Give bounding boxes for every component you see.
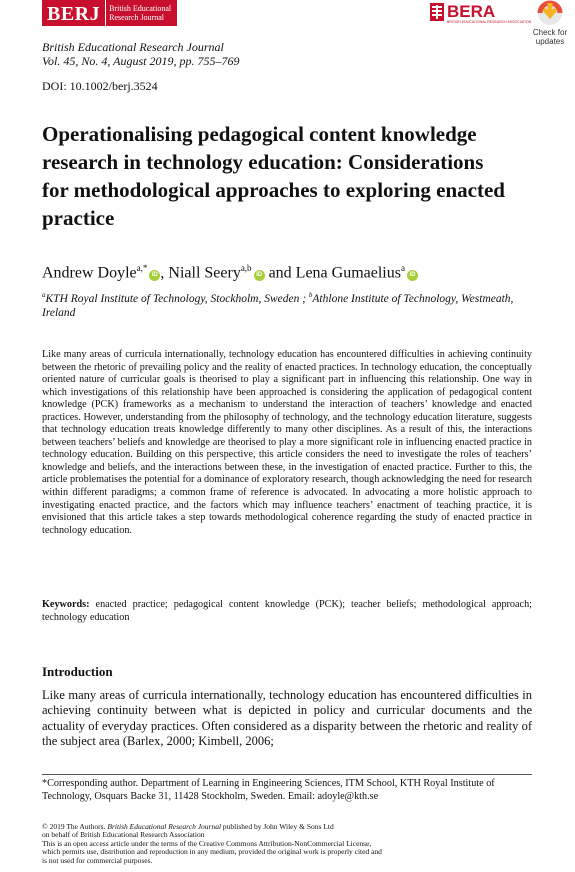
bera-emblem-icon [430, 3, 444, 21]
orcid-icon[interactable]: iD [407, 270, 418, 281]
journal-name: British Educational Research Journal [42, 40, 224, 54]
author-separator: , [160, 264, 169, 282]
orcid-icon[interactable]: iD [149, 270, 160, 281]
author-list [42, 263, 418, 282]
author-affiliations [42, 288, 522, 320]
article-title: Operationalising pedagogical content knowledge research in technology education: Considerations for methodological approaches to exploring enacted practice [42, 122, 505, 230]
bera-logo-subtitle: BRITISH EDUCATIONAL RESEARCH ASSOCIATION [447, 20, 532, 24]
author-separator: and [264, 264, 296, 282]
berj-logo [42, 0, 177, 26]
affiliation-marker: b [308, 291, 313, 299]
affiliation-marker: a [42, 291, 46, 299]
doi[interactable]: DOI: 10.1002/berj.3524 [42, 79, 158, 93]
section-heading: Introduction [42, 664, 113, 679]
footnote-divider [42, 774, 532, 775]
volume-issue-pages: Vol. 45, No. 4, August 2019, pp. 755–769 [42, 54, 240, 68]
affiliation-marker: a,b [240, 263, 252, 273]
copyright-notice: © 2019 The Authors. British Educational Research Journal published by John Wiley & Sons Ltd on behalf of British Educational Research Association This is an open access article under the terms of the Creative Commons Attribution-NonCommercial License, which permits use, distribution and reproduction in any medium, provided the original work is properly cited and is not used for commercial purposes. [42, 822, 382, 865]
affiliation-marker: a [400, 263, 405, 273]
bera-logo [430, 3, 531, 24]
keywords [42, 599, 532, 624]
keywords-text: enacted practice; pedagogical content knowledge (PCK); teacher beliefs; methodological approach; technology education [42, 599, 532, 623]
author-name[interactable]: Niall Seery [168, 264, 241, 282]
berj-logo-journal-name: British Educational Research Journal [105, 0, 177, 26]
affiliation-b: Athlone Institute of Technology, Westmeath, Ireland [42, 292, 514, 319]
corresponding-author-footnote: *Corresponding author. Department of Learning in Engineering Sciences, ITM School, KTH Royal Institute of Technology, Osquars Backe 31, 11428 Stockholm, Sweden. Email: adoyle@kth.se [42, 778, 495, 802]
author-name[interactable]: Lena Gumaelius [295, 264, 401, 282]
journal-citation [42, 40, 239, 68]
orcid-icon[interactable]: iD [254, 270, 265, 281]
affiliation-marker: a, [136, 263, 143, 273]
keywords-label: Keywords: [42, 599, 90, 610]
check-for-updates-label: Check for updates [532, 28, 568, 46]
abstract: Like many areas of curricula internationally, technology education has encountered difficulties in achieving continuity between the rhetoric of prevailing policy and the reality of enacted practices. In technology education, the conceptually oriented nature of curricular goals is theorised to play a significant part in influencing this relationship. One way in which investigations of this relationship have been approached is considering the application of pedagogical content knowledge (PCK) frameworks as a mechanism to understand the interaction of teachers’ knowledge and enacted practices. However, understanding from the philosophy of technology, and the technology education literature, suggests that technology education treats knowledge differently to many other disciplines. As a result of this, the interactions between teachers’ beliefs and knowledge are theorised to play a more significant role in influencing enacted practice in technology education. Building on this perspective, this article considers the need to investigate the roles of teachers’ knowledge and beliefs, and the interactions between these, in the investigation of enacted practice. Further to this, the article problematises the potential for a dominance of exploratory research, though acknowledging the need for research within different paradigms; a common frame of reference is advocated. In advocating a more holistic approach to investigating enacted practice, and the factors which may influence teachers’ enactment of teaching practice, it is envisioned that this article takes a step towards methodological coherence regarding the study of enacted practice in technology education. [42, 349, 532, 536]
check-for-updates-icon [536, 0, 564, 26]
bera-logo-word: BERA [447, 2, 496, 21]
corresponding-marker: * [142, 263, 148, 273]
author-name[interactable]: Andrew Doyle [42, 264, 137, 282]
check-for-updates-badge[interactable] [528, 0, 572, 46]
berj-logo-mark: BERJ [42, 0, 105, 26]
introduction-paragraph: Like many areas of curricula internationally, technology education has encountered difficulties in achieving continuity between what is depicted in policy and curricular documents and the actuality of everyday practices. Often considered as a disparity between the rhetoric and reality of the subject area (Barlex, 2000; Kimbell, 2006; [42, 688, 532, 749]
affiliation-a: KTH Royal Institute of Technology, Stockholm, Sweden ; [45, 292, 309, 305]
